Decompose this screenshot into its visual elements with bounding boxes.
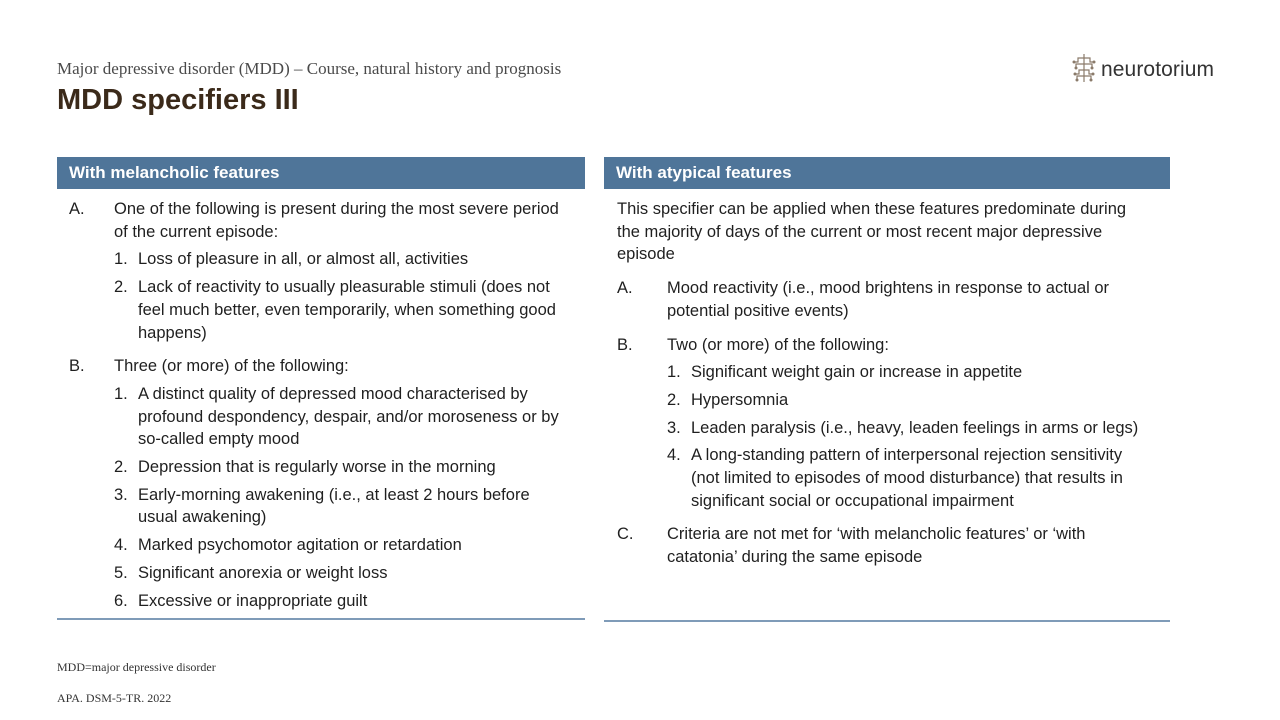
item-text: Marked psychomotor agitation or retardation bbox=[138, 536, 462, 555]
item-text: Hypersomnia bbox=[691, 390, 789, 409]
item-number: 4. bbox=[114, 536, 128, 555]
item-number: 1. bbox=[114, 384, 128, 403]
footnote-reference: APA. DSM-5-TR. 2022 bbox=[57, 691, 172, 705]
item-text: A long-standing pattern of interpersonal rejection sensitivity (not limited to episodes of mood disturbance) that results in significant social or occupational impairment bbox=[691, 446, 1123, 510]
brain-circuit-icon bbox=[1071, 52, 1097, 89]
item-number: 1. bbox=[667, 363, 681, 382]
list-item bbox=[114, 248, 569, 271]
list-item bbox=[114, 484, 569, 529]
item-number: 3. bbox=[667, 418, 681, 437]
list-item bbox=[114, 276, 569, 344]
item-number: 5. bbox=[114, 563, 128, 582]
melancholic-panel bbox=[57, 157, 585, 620]
list-item bbox=[667, 417, 1154, 440]
atypical-body bbox=[604, 189, 1170, 622]
criterion-letter: B. bbox=[617, 335, 633, 354]
list-item bbox=[667, 389, 1154, 412]
item-number: 2. bbox=[114, 278, 128, 297]
criterion-letter: A. bbox=[69, 200, 85, 218]
criterion-a bbox=[604, 277, 1170, 322]
list-item bbox=[114, 456, 569, 479]
slide-title: MDD specifiers III bbox=[57, 84, 299, 116]
atypical-heading: With atypical features bbox=[604, 157, 1170, 189]
list-item bbox=[667, 444, 1154, 512]
item-number: 4. bbox=[667, 446, 681, 465]
logo bbox=[1071, 54, 1214, 86]
footnote-abbreviation: MDD=major depressive disorder bbox=[57, 660, 216, 674]
item-number: 6. bbox=[114, 591, 128, 610]
criterion-a bbox=[57, 198, 585, 344]
melancholic-body bbox=[57, 189, 585, 620]
list-item bbox=[114, 383, 569, 451]
item-text: Significant weight gain or increase in appetite bbox=[691, 363, 1023, 382]
criterion-text: Two (or more) of the following: bbox=[667, 335, 889, 354]
criterion-text: Mood reactivity (i.e., mood brightens in response to actual or potential positive events) bbox=[667, 279, 1110, 320]
item-text: Leaden paralysis (i.e., heavy, leaden feelings in arms or legs) bbox=[691, 418, 1139, 437]
criterion-text: Three (or more) of the following: bbox=[114, 357, 349, 376]
atypical-panel bbox=[604, 157, 1170, 622]
item-text: Loss of pleasure in all, or almost all, activities bbox=[138, 250, 469, 269]
criterion-b bbox=[57, 355, 585, 612]
item-number: 1. bbox=[114, 250, 128, 269]
list-item bbox=[114, 534, 569, 557]
item-text: A distinct quality of depressed mood characterised by profound despondency, despair, and/or moroseness or by so-called empty mood bbox=[138, 384, 559, 449]
criterion-letter: C. bbox=[617, 525, 634, 544]
item-text: Excessive or inappropriate guilt bbox=[138, 591, 368, 610]
criterion-letter: B. bbox=[69, 357, 85, 376]
item-text: Depression that is regularly worse in the morning bbox=[138, 458, 496, 477]
list-item bbox=[114, 562, 569, 585]
logo-text: neurotorium bbox=[1101, 58, 1215, 81]
criterion-letter: A. bbox=[617, 279, 633, 298]
item-number: 2. bbox=[114, 458, 128, 477]
item-number: 2. bbox=[667, 390, 681, 409]
criterion-text: One of the following is present during the most severe period of the current episode: bbox=[114, 200, 559, 241]
item-text: Significant anorexia or weight loss bbox=[138, 563, 388, 582]
list-item bbox=[667, 361, 1154, 384]
criterion-c bbox=[604, 523, 1170, 568]
item-text: Lack of reactivity to usually pleasurable stimuli (does not feel much better, even temporarily, when something good happens) bbox=[138, 278, 556, 342]
list-item bbox=[114, 590, 569, 613]
criterion-b bbox=[604, 334, 1170, 513]
item-number: 3. bbox=[114, 485, 128, 504]
melancholic-heading: With melancholic features bbox=[57, 157, 585, 189]
slide-subtitle: Major depressive disorder (MDD) – Course, natural history and prognosis bbox=[57, 59, 562, 78]
atypical-intro: This specifier can be applied when these features predominate during the majority of days of the current or most recent major depressive episode bbox=[617, 200, 1127, 264]
criterion-text: Criteria are not met for ‘with melancholic features’ or ‘with catatonia’ during the same episode bbox=[667, 525, 1086, 567]
item-text: Early-morning awakening (i.e., at least 2 hours before usual awakening) bbox=[138, 485, 530, 527]
